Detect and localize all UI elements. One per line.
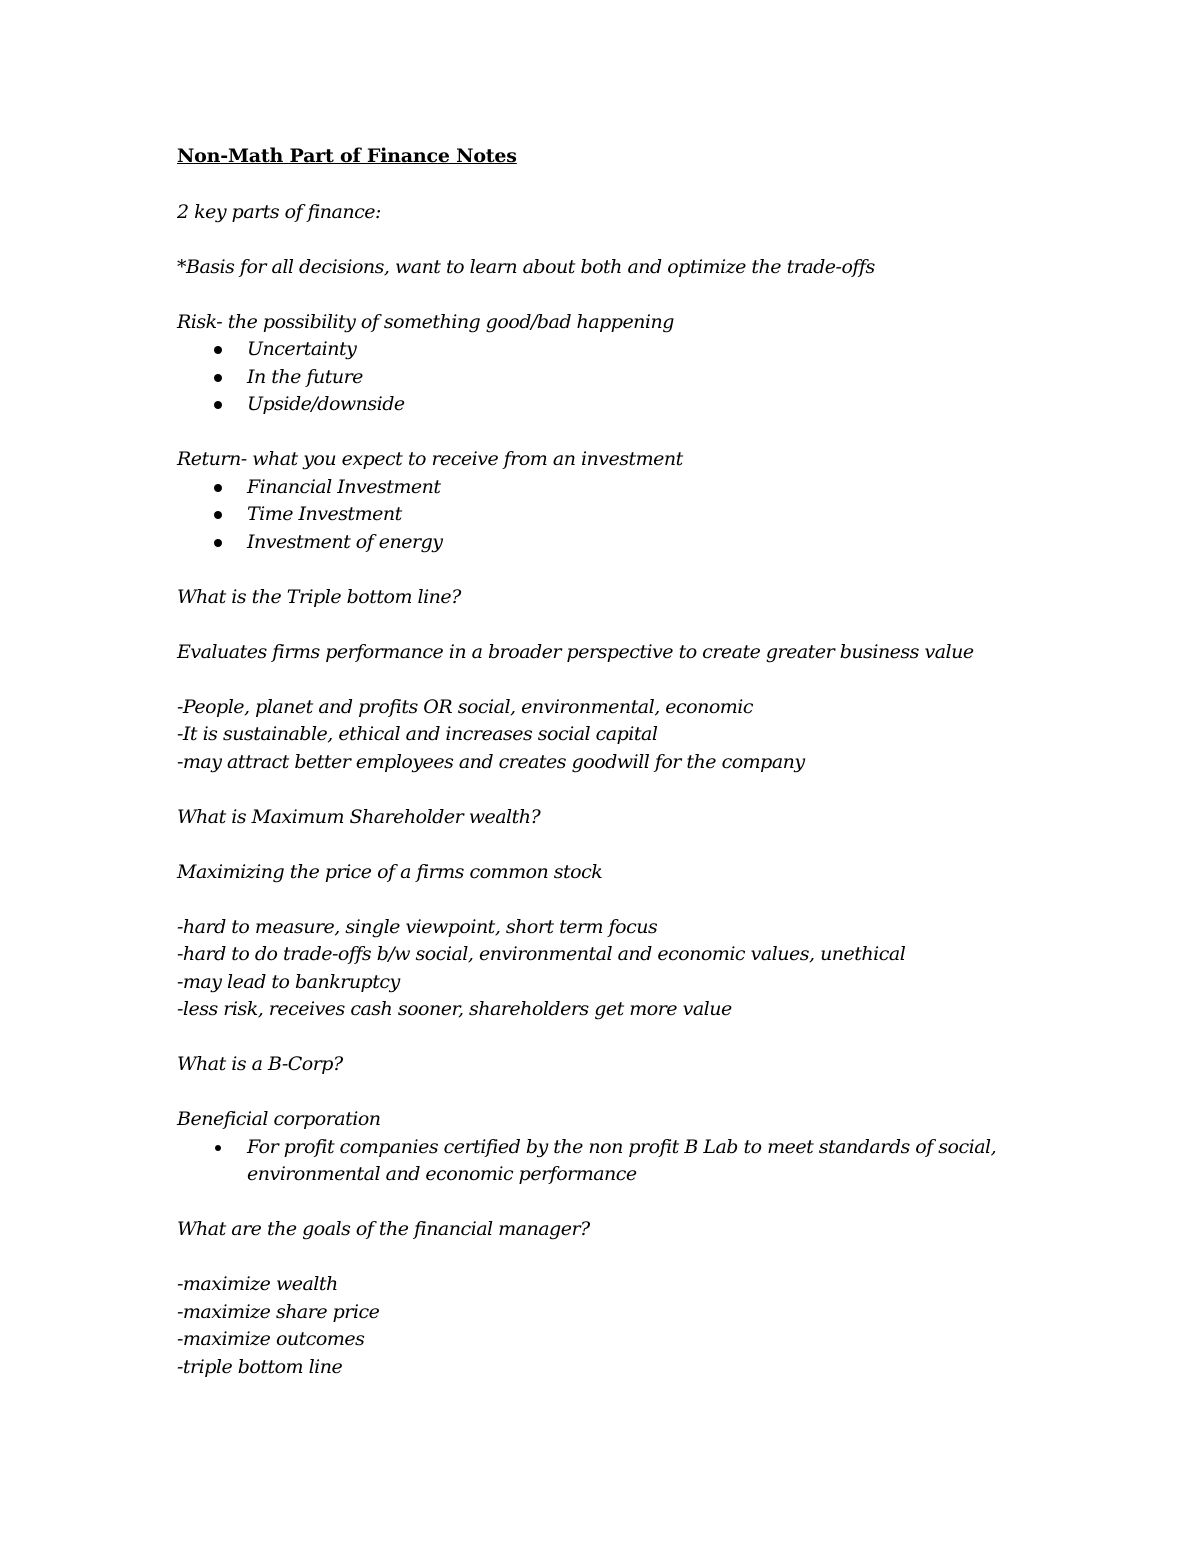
msw-point: -may lead to bankruptcy — [177, 970, 400, 993]
spacer — [177, 419, 1077, 447]
bcorp-bullet-list — [177, 1134, 1077, 1189]
list-item — [177, 474, 1077, 502]
spacer — [177, 666, 1077, 694]
spacer — [177, 1024, 1077, 1052]
risk-bullet-list — [177, 336, 1077, 419]
fm-point: -triple bottom line — [177, 1355, 343, 1378]
spacer — [177, 171, 1077, 199]
msw-point: -less risk, receives cash sooner, shareholders get more value — [177, 998, 732, 1020]
list-item-text: Time Investment — [247, 503, 402, 525]
document-body — [177, 141, 1077, 1381]
list-item — [177, 529, 1077, 557]
document-title: Non-Math Part of Finance Notes — [177, 145, 517, 167]
spacer — [177, 226, 1077, 254]
list-item — [177, 501, 1077, 529]
return-definition: Return- what you expect to receive from an investment — [177, 448, 683, 470]
fm-point: -maximize share price — [177, 1300, 380, 1323]
tbl-point: -It is sustainable, ethical and increases social capital — [177, 723, 658, 745]
msw-question: What is Maximum Shareholder wealth? — [177, 805, 541, 828]
spacer — [177, 281, 1077, 309]
bcorp-answer: Beneficial corporation — [177, 1108, 381, 1130]
msw-point: -hard to do trade-offs b/w social, environmental and economic values, unethical — [177, 943, 906, 965]
bullet-icon — [214, 511, 222, 519]
fm-question: What are the goals of the financial manager? — [177, 1218, 590, 1240]
list-item-text: Investment of energy — [247, 530, 443, 553]
risk-definition: Risk- the possibility of something good/bad happening — [177, 310, 674, 333]
spacer — [177, 831, 1077, 859]
list-item — [177, 391, 1077, 419]
return-bullet-list — [177, 474, 1077, 557]
msw-answer: Maximizing the price of a firms common stock — [177, 860, 603, 883]
spacer — [177, 556, 1077, 584]
list-item — [177, 336, 1077, 364]
spacer — [177, 886, 1077, 914]
bullet-icon — [214, 484, 222, 492]
list-item-text: Uncertainty — [247, 338, 357, 360]
list-item-text: Financial Investment — [247, 475, 441, 498]
spacer — [177, 1244, 1077, 1272]
spacer — [177, 611, 1077, 639]
list-item-text: Upside/downside — [247, 393, 405, 415]
spacer — [177, 1079, 1077, 1107]
spacer — [177, 776, 1077, 804]
msw-point: -hard to measure, single viewpoint, short term focus — [177, 915, 658, 938]
spacer — [177, 1189, 1077, 1217]
tbl-point: -People, planet and profits OR social, environmental, economic — [177, 695, 754, 718]
bullet-icon — [215, 1145, 221, 1151]
list-item — [177, 1134, 1007, 1189]
list-item-text: For profit companies certified by the non profit B Lab to meet standards of social, environmental and economic performance — [247, 1135, 997, 1185]
bullet-icon — [214, 539, 222, 547]
intro-heading: 2 key parts of finance: — [177, 200, 381, 223]
list-item-text: In the future — [247, 365, 363, 388]
bcorp-question: What is a B-Corp? — [177, 1053, 343, 1075]
bullet-icon — [214, 374, 222, 382]
list-item — [177, 364, 1077, 392]
fm-point: -maximize outcomes — [177, 1328, 365, 1350]
bullet-icon — [214, 346, 222, 354]
tbl-question: What is the Triple bottom line? — [177, 585, 461, 608]
tbl-point: -may attract better employees and creates goodwill for the company — [177, 750, 805, 773]
bullet-icon — [214, 401, 222, 409]
tbl-answer: Evaluates firms performance in a broader perspective to create greater business value — [177, 640, 974, 663]
fm-point: -maximize wealth — [177, 1273, 338, 1295]
intro-basis: *Basis for all decisions, want to learn about both and optimize the trade-offs — [177, 255, 875, 278]
